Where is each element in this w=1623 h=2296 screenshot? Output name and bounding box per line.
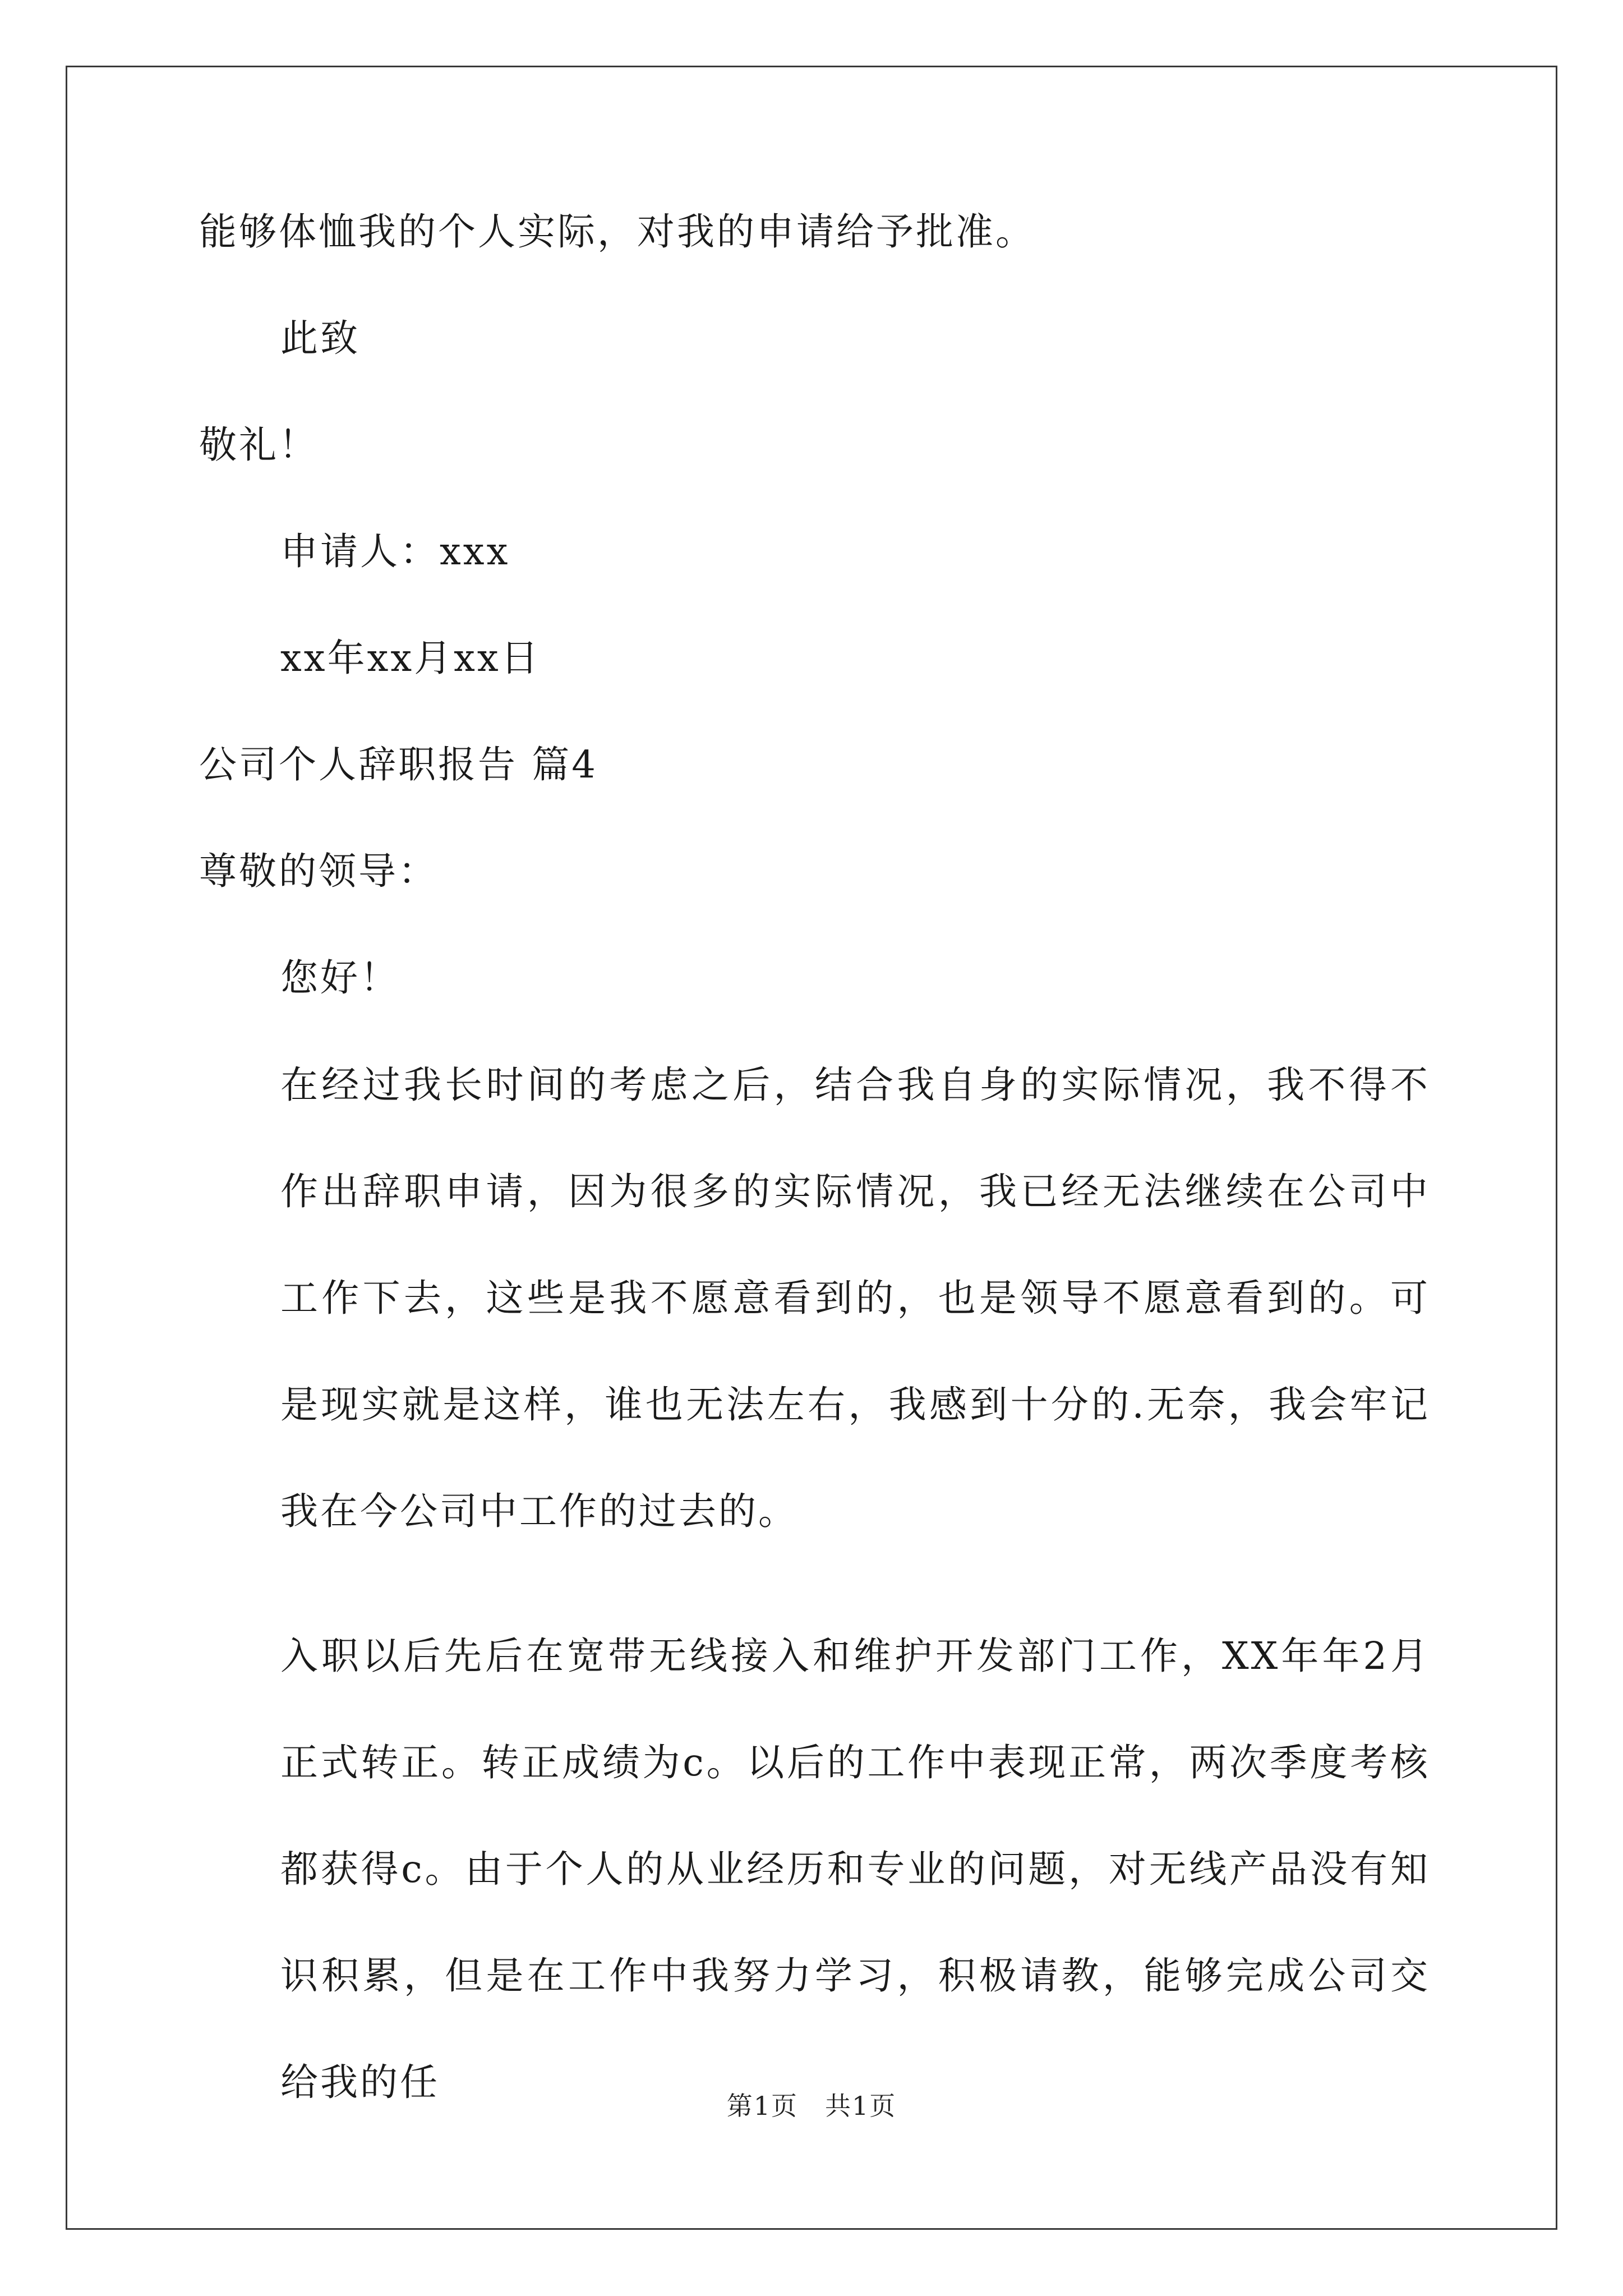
- document-body: [199, 210, 1430, 2208]
- date-line: xx年xx月xx日: [280, 636, 541, 680]
- greeting-line: 尊敬的领导：: [199, 849, 438, 893]
- greeting-hello: 您好！: [280, 956, 400, 1000]
- closing-regards: 敬礼！: [199, 423, 319, 467]
- body-paragraph: 在经过我长时间的考虑之后，结合我自身的实际情况，我不得不作出辞职申请，因为很多的实际情况，我已经无法继续在公司中工作下去，这些是我不愿意看到的，也是领导不愿意看到的。可是现实就是这样，谁也无法左右，我感到十分的.无奈，我会牢记我在今公司中工作的过去的。: [280, 1063, 1430, 1533]
- body-paragraph: 入职以后先后在宽带无线接入和维护开发部门工作，XX年年2月正式转正。转正成绩为c。以后的工作中表现正常，两次季度考核都获得c。由于个人的从业经历和专业的问题，对无线产品没有知识积累，但是在工作中我努力学习，积极请教，能够完成公司交给我的任: [280, 1634, 1430, 2104]
- closing-salutation: 此致: [280, 316, 360, 360]
- page-number: 第1页 共1页: [726, 2091, 897, 2121]
- section-heading: 公司个人辞职报告 篇4: [199, 743, 598, 786]
- text-line: 能够体恤我的个人实际，对我的申请给予批准。: [199, 210, 1035, 254]
- applicant-line: 申请人：xxx: [280, 530, 510, 573]
